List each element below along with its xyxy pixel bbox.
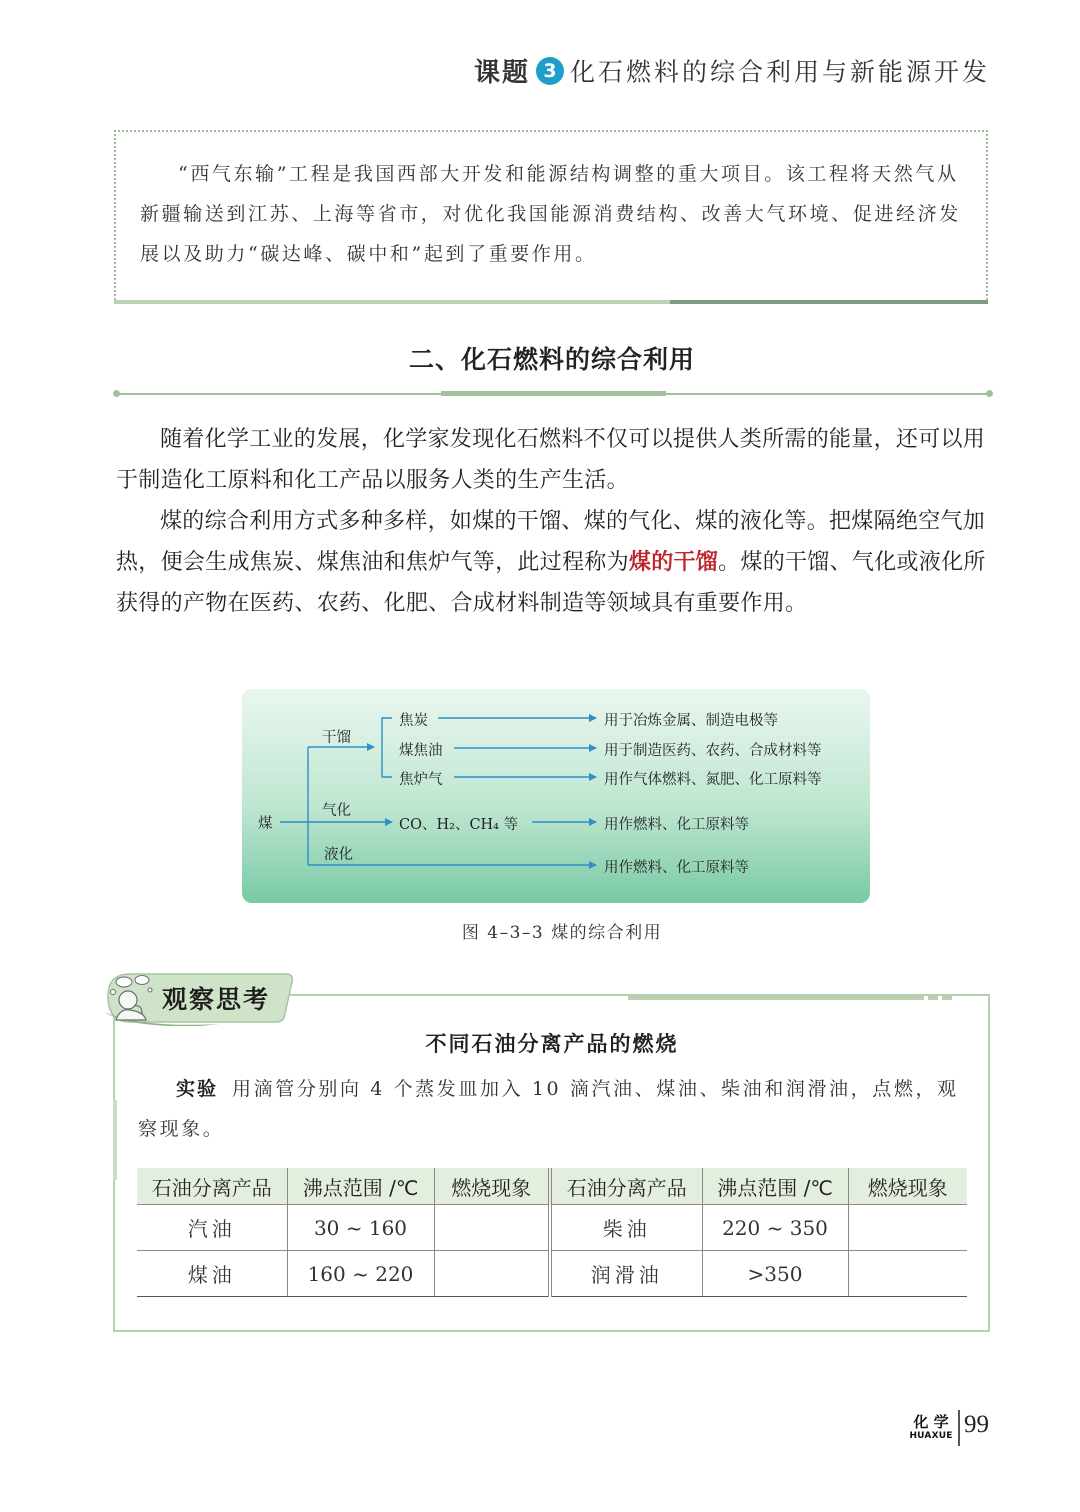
cell-boiling-range: 30 ~ 160 — [287, 1205, 434, 1251]
use-coal-tar: 用于制造医药、农药、合成材料等 — [604, 743, 822, 759]
branch-liquefaction: 液化 — [324, 847, 353, 863]
header-boiling-range: 沸点范围 /℃ — [287, 1168, 434, 1205]
footer-subject-pinyin: HUAXUE — [909, 1431, 953, 1441]
product-coke-oven-gas: 焦炉气 — [399, 772, 443, 788]
cell-boiling-range: 160 ~ 220 — [287, 1251, 434, 1297]
experiment-paragraph — [138, 1069, 970, 1149]
lesson-title: 化石燃料的综合利用与新能源开发 — [569, 57, 990, 87]
observation-box-top-bar — [628, 994, 924, 1000]
footer-divider — [958, 1410, 960, 1446]
rule-thick-segment — [441, 391, 666, 396]
table-header-row — [137, 1168, 967, 1205]
branch-gasification: 气化 — [322, 803, 351, 819]
experiment-text: 用滴管分别向 4 个蒸发皿加入 10 滴汽油、煤油、柴油和润滑油，点燃，观察现象。 — [138, 1078, 959, 1140]
cell-boiling-range: 220 ~ 350 — [702, 1205, 848, 1251]
header-product: 石油分离产品 — [550, 1168, 702, 1205]
lesson-label: 课题 — [473, 58, 530, 88]
branch-dry-distillation: 干馏 — [322, 730, 351, 746]
product-gases: CO、H₂、CH₄ 等 — [399, 817, 519, 833]
observation-title: 不同石油分离产品的燃烧 — [425, 1032, 679, 1056]
page-header — [0, 52, 990, 102]
lesson-number-badge: 3 — [536, 57, 564, 85]
observation-box-left-accent — [113, 1100, 117, 1180]
use-liquefaction: 用作燃料、化工原料等 — [604, 860, 749, 876]
cell-combustion — [434, 1205, 550, 1251]
observation-tab-label: 观察思考 — [162, 985, 271, 1014]
paragraph-2-text-a: 煤的综合利用方式多种多样，如煤的干馏、煤的气化、煤的液化等。把煤隔绝空气加热，便会生成焦炭、煤焦油和焦炉气等，此过程称为 — [116, 509, 986, 575]
diagram-root-coal: 煤 — [258, 816, 273, 832]
observation-box-top-square — [928, 994, 938, 1000]
page-number: 99 — [964, 1411, 989, 1438]
rule-dot-left — [113, 390, 120, 397]
header-combustion: 燃烧现象 — [434, 1168, 550, 1205]
cell-combustion — [434, 1251, 550, 1297]
table-row — [137, 1205, 967, 1251]
use-gas-products: 用作燃料、化工原料等 — [604, 817, 749, 833]
use-coke-oven-gas: 用作气体燃料、氮肥、化工原料等 — [604, 772, 822, 788]
header-boiling-range: 沸点范围 /℃ — [702, 1168, 848, 1205]
key-term: 煤的干馏 — [628, 549, 719, 575]
paragraph-2-text-b: 。煤的干馏、气化或液化所获得的产物在医药、农药、化肥、合成材料制造等领域具有重要作用。 — [116, 550, 986, 616]
use-coke: 用于冶炼金属、制造电极等 — [604, 713, 778, 729]
cell-combustion — [848, 1205, 967, 1251]
info-box — [114, 130, 988, 300]
cell-product: 汽油 — [137, 1205, 287, 1251]
section-rule — [116, 393, 990, 395]
footer-subject: 化 学 — [913, 1413, 949, 1431]
section-title: 二、化石燃料的综合利用 — [408, 345, 695, 374]
header-product: 石油分离产品 — [137, 1168, 287, 1205]
product-bracket — [382, 718, 392, 777]
product-coke: 焦炭 — [399, 713, 428, 729]
rule-dot-right — [986, 390, 993, 397]
observation-box-top-square — [942, 994, 952, 1000]
cell-product: 煤油 — [137, 1251, 287, 1297]
paragraph-1: 随着化学工业的发展，化学家发现化石燃料不仅可以提供人类所需的能量，还可以用于制造化工原料和化工产品以服务人类的生产生活。 — [116, 427, 986, 493]
header-combustion: 燃烧现象 — [848, 1168, 967, 1205]
cell-combustion — [848, 1251, 967, 1297]
cell-product: 柴油 — [550, 1205, 702, 1251]
coal-utilization-diagram — [242, 689, 870, 903]
paragraph-2 — [116, 501, 990, 624]
info-box-text: “西气东输”工程是我国西部大开发和能源结构调整的重大项目。该工程将天然气从新疆输送到江苏、上海等省市，对优化我国能源消费结构、改善大气环境、促进经济发展以及助力“碳达峰、碳中和”起到了重要作用。 — [140, 163, 961, 265]
product-coal-tar: 煤焦油 — [399, 743, 443, 759]
info-box-bottom-bar — [114, 300, 674, 304]
cell-product: 润滑油 — [550, 1251, 702, 1297]
figure-caption: 图 4–3–3 煤的综合利用 — [461, 923, 663, 943]
experiment-label: 实验 — [176, 1078, 219, 1100]
table-row — [137, 1251, 967, 1297]
info-box-bottom-bar-dark — [670, 300, 988, 304]
cell-boiling-range: >350 — [702, 1251, 848, 1297]
petroleum-products-table — [137, 1168, 967, 1297]
